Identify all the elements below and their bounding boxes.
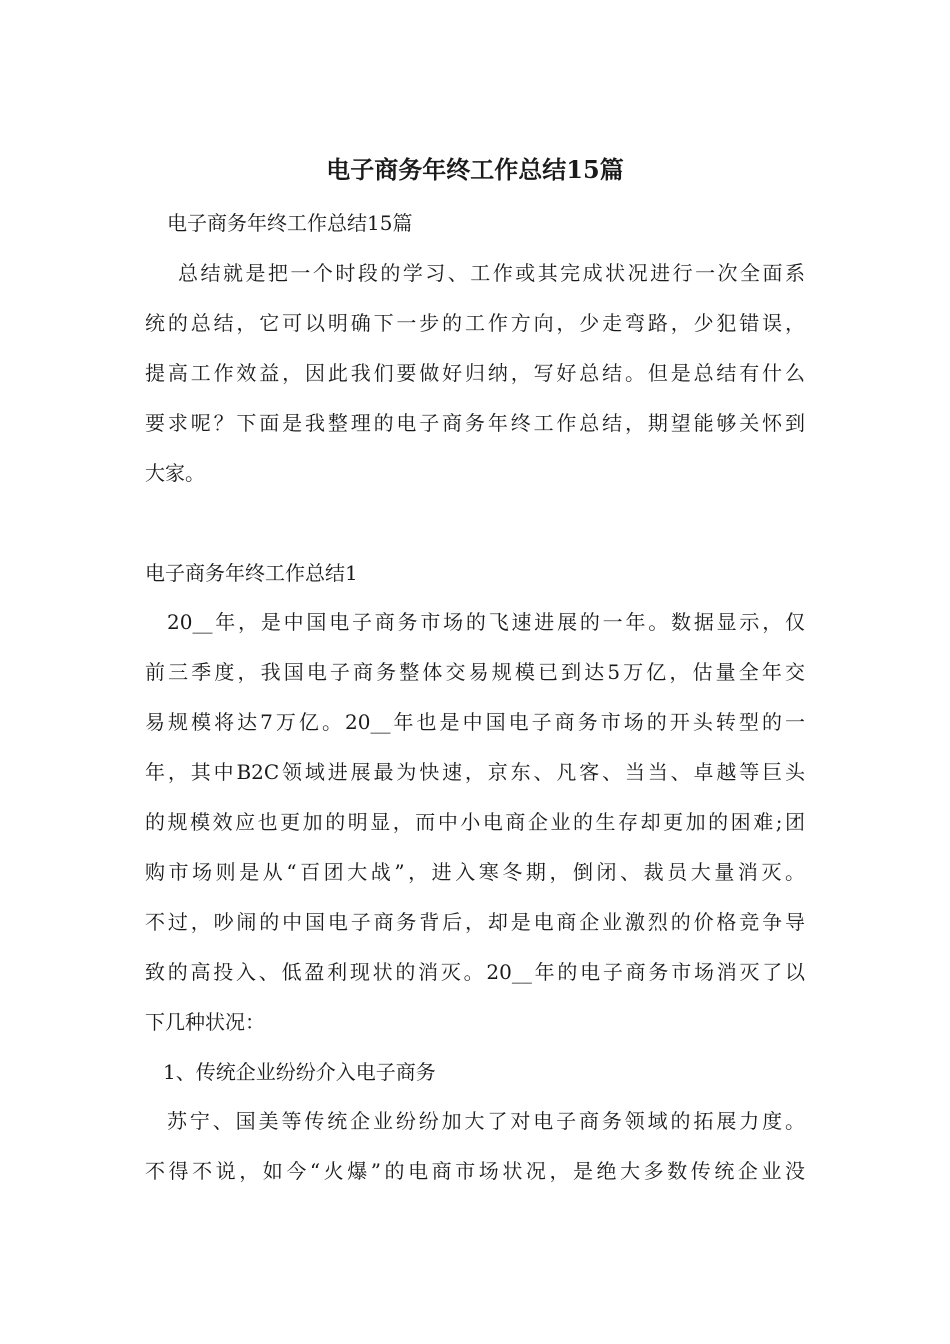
body-line-11: 不得不说，如今“火爆”的电商市场状况，是绝大多数传统企业没: [145, 1159, 805, 1183]
body-line-7: 不过，吵闹的中国电子商务背后，却是电商企业激烈的价格竞争导: [145, 910, 805, 934]
intro-line-5: 大家。: [145, 461, 205, 485]
list-item-1: 1、传统企业纷纷介入电子商务: [163, 1060, 436, 1084]
intro-line-4: 要求呢？下面是我整理的电子商务年终工作总结，期望能够关怀到: [145, 411, 805, 435]
intro-line-3: 提高工作效益，因此我们要做好归纳，写好总结。但是总结有什么: [145, 361, 805, 385]
body-line-8: 致的高投入、低盈利现状的消灭。20__年的电子商务市场消灭了以: [145, 960, 805, 984]
section-heading-1: 电子商务年终工作总结1: [145, 561, 358, 585]
subtitle-line: 电子商务年终工作总结15篇: [167, 211, 413, 235]
body-line-9: 下几种状况：: [145, 1010, 265, 1034]
body-line-4: 年，其中B2C领域进展最为快速，京东、凡客、当当、卓越等巨头: [145, 760, 805, 784]
body-line-3: 易规模将达7万亿。20__年也是中国电子商务市场的开头转型的一: [145, 710, 805, 734]
intro-line-1: 总结就是把一个时段的学习、工作或其完成状况进行一次全面系: [178, 261, 805, 285]
body-line-1: 20__年，是中国电子商务市场的飞速进展的一年。数据显示，仅: [167, 610, 805, 634]
body-line-10: 苏宁、国美等传统企业纷纷加大了对电子商务领域的拓展力度。: [167, 1109, 805, 1133]
body-line-2: 前三季度，我国电子商务整体交易规模已到达5万亿，估量全年交: [145, 660, 805, 684]
intro-line-2: 统的总结，它可以明确下一步的工作方向，少走弯路，少犯错误，: [145, 311, 805, 335]
body-line-5: 的规模效应也更加的明显，而中小电商企业的生存却更加的困难;团: [145, 810, 805, 834]
body-line-6: 购市场则是从“百团大战”，进入寒冬期，倒闭、裁员大量消灭。: [145, 860, 805, 884]
document-title: 电子商务年终工作总结15篇: [326, 155, 624, 184]
